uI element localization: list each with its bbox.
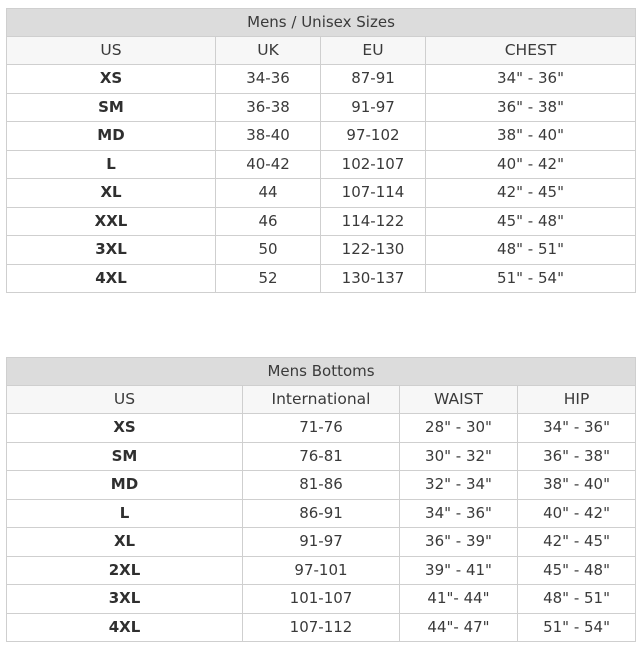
size-cell: SM	[7, 442, 243, 471]
uk-cell: 36-38	[216, 93, 321, 122]
table-row	[7, 122, 636, 151]
international-cell: 97-101	[243, 556, 400, 585]
international-cell: 86-91	[243, 499, 400, 528]
column-header-hip: HIP	[518, 386, 636, 414]
waist-cell: 39" - 41"	[400, 556, 518, 585]
table-row	[7, 613, 636, 642]
table-row	[7, 179, 636, 208]
column-header-us: US	[7, 37, 216, 65]
uk-cell: 40-42	[216, 150, 321, 179]
waist-cell: 36" - 39"	[400, 528, 518, 557]
table-title: Mens / Unisex Sizes	[7, 9, 636, 37]
size-cell: L	[7, 499, 243, 528]
chest-cell: 48" - 51"	[426, 236, 636, 265]
chest-cell: 51" - 54"	[426, 264, 636, 293]
hip-cell: 42" - 45"	[518, 528, 636, 557]
bottoms-size-table	[6, 357, 636, 642]
uk-cell: 52	[216, 264, 321, 293]
table-title: Mens Bottoms	[7, 358, 636, 386]
size-cell: 3XL	[7, 236, 216, 265]
table-row	[7, 442, 636, 471]
size-cell: XL	[7, 528, 243, 557]
table-caption-row	[7, 358, 636, 386]
international-cell: 107-112	[243, 613, 400, 642]
hip-cell: 40" - 42"	[518, 499, 636, 528]
chest-cell: 36" - 38"	[426, 93, 636, 122]
size-cell: SM	[7, 93, 216, 122]
table-row	[7, 471, 636, 500]
chest-cell: 42" - 45"	[426, 179, 636, 208]
bottoms-table-body	[7, 358, 636, 642]
size-cell: XL	[7, 179, 216, 208]
eu-cell: 114-122	[321, 207, 426, 236]
table-row	[7, 207, 636, 236]
international-cell: 71-76	[243, 414, 400, 443]
hip-cell: 48" - 51"	[518, 585, 636, 614]
uk-cell: 44	[216, 179, 321, 208]
table-row	[7, 236, 636, 265]
uk-cell: 46	[216, 207, 321, 236]
table-row	[7, 150, 636, 179]
table-row	[7, 499, 636, 528]
table-row	[7, 414, 636, 443]
column-header-chest: CHEST	[426, 37, 636, 65]
size-cell: 4XL	[7, 613, 243, 642]
hip-cell: 45" - 48"	[518, 556, 636, 585]
column-header-uk: UK	[216, 37, 321, 65]
eu-cell: 122-130	[321, 236, 426, 265]
table-row	[7, 556, 636, 585]
uk-cell: 38-40	[216, 122, 321, 151]
waist-cell: 32" - 34"	[400, 471, 518, 500]
unisex-size-table	[6, 8, 636, 293]
size-cell: 3XL	[7, 585, 243, 614]
international-cell: 101-107	[243, 585, 400, 614]
column-header-waist: WAIST	[400, 386, 518, 414]
uk-cell: 50	[216, 236, 321, 265]
eu-cell: 107-114	[321, 179, 426, 208]
chest-cell: 38" - 40"	[426, 122, 636, 151]
size-cell: XS	[7, 65, 216, 94]
size-cell: 4XL	[7, 264, 216, 293]
column-header-eu: EU	[321, 37, 426, 65]
size-cell: XS	[7, 414, 243, 443]
table-row	[7, 585, 636, 614]
waist-cell: 41"- 44"	[400, 585, 518, 614]
eu-cell: 130-137	[321, 264, 426, 293]
hip-cell: 34" - 36"	[518, 414, 636, 443]
chest-cell: 45" - 48"	[426, 207, 636, 236]
size-cell: L	[7, 150, 216, 179]
eu-cell: 91-97	[321, 93, 426, 122]
waist-cell: 44"- 47"	[400, 613, 518, 642]
table-header-row	[7, 37, 636, 65]
hip-cell: 36" - 38"	[518, 442, 636, 471]
size-cell: MD	[7, 122, 216, 151]
eu-cell: 87-91	[321, 65, 426, 94]
eu-cell: 102-107	[321, 150, 426, 179]
table-row	[7, 264, 636, 293]
waist-cell: 30" - 32"	[400, 442, 518, 471]
size-cell: MD	[7, 471, 243, 500]
international-cell: 91-97	[243, 528, 400, 557]
international-cell: 81-86	[243, 471, 400, 500]
column-header-international: International	[243, 386, 400, 414]
waist-cell: 28" - 30"	[400, 414, 518, 443]
table-row	[7, 528, 636, 557]
table-caption-row	[7, 9, 636, 37]
international-cell: 76-81	[243, 442, 400, 471]
chest-cell: 34" - 36"	[426, 65, 636, 94]
waist-cell: 34" - 36"	[400, 499, 518, 528]
table-row	[7, 65, 636, 94]
uk-cell: 34-36	[216, 65, 321, 94]
unisex-table-body	[7, 9, 636, 293]
size-cell: XXL	[7, 207, 216, 236]
hip-cell: 51" - 54"	[518, 613, 636, 642]
hip-cell: 38" - 40"	[518, 471, 636, 500]
chest-cell: 40" - 42"	[426, 150, 636, 179]
column-header-us: US	[7, 386, 243, 414]
eu-cell: 97-102	[321, 122, 426, 151]
size-cell: 2XL	[7, 556, 243, 585]
table-header-row	[7, 386, 636, 414]
table-row	[7, 93, 636, 122]
